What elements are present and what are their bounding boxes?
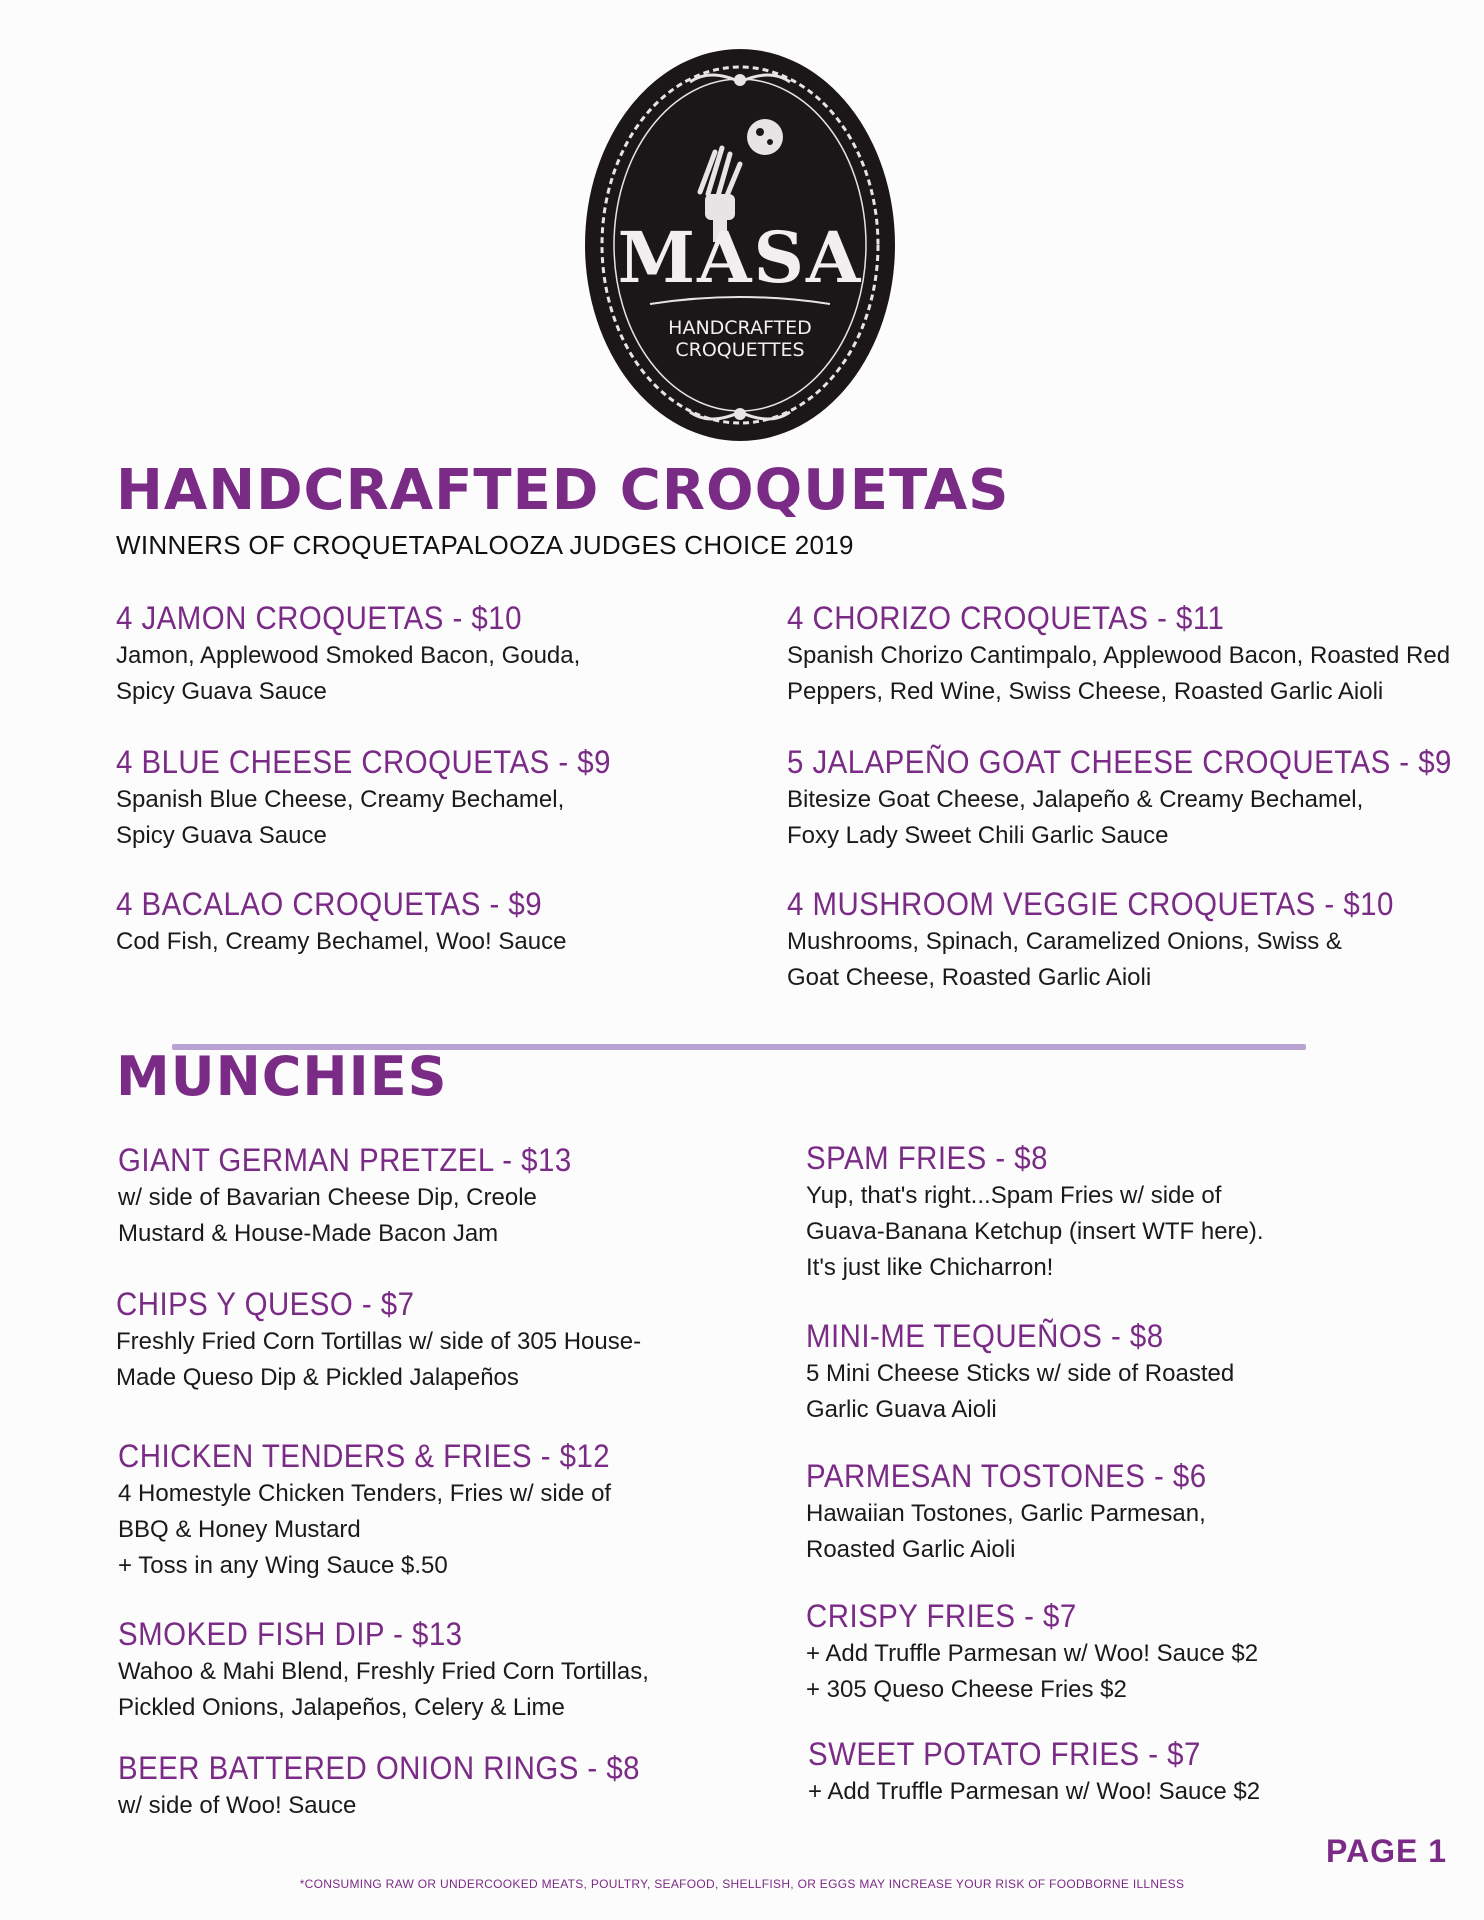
item-desc: Garlic Guava Aioli: [806, 1396, 997, 1423]
item-desc: Goat Cheese, Roasted Garlic Aioli: [787, 964, 1152, 991]
item-name: CRISPY FRIES - $7: [806, 1598, 1077, 1634]
item-desc: BBQ & Honey Mustard: [118, 1516, 361, 1543]
item-desc: Guava-Banana Ketchup (insert WTF here).: [806, 1218, 1264, 1245]
item-name: SMOKED FISH DIP - $13: [118, 1616, 463, 1652]
menu-item-tequenos: [806, 1316, 1234, 1428]
item-desc: 4 Homestyle Chicken Tenders, Fries w/ side of: [118, 1480, 612, 1507]
logo-wordmark: MASA: [617, 216, 863, 299]
item-desc: Jamon, Applewood Smoked Bacon, Gouda,: [116, 642, 581, 669]
menu-item-sweet-potato-fries: [808, 1734, 1260, 1810]
item-name: MINI-ME TEQUEÑOS - $8: [806, 1318, 1164, 1354]
item-desc: Spanish Blue Cheese, Creamy Bechamel,: [116, 786, 565, 813]
croquetas-title: HANDCRAFTED CROQUETAS: [116, 458, 1010, 523]
item-desc: 5 Mini Cheese Sticks w/ side of Roasted: [806, 1360, 1235, 1387]
croquetas-subtitle: WINNERS OF CROQUETAPALOOZA JUDGES CHOICE 2019: [116, 530, 854, 560]
logo-tagline-1: HANDCRAFTED: [668, 317, 812, 339]
item-desc: + 305 Queso Cheese Fries $2: [806, 1676, 1127, 1703]
item-desc: Yup, that's right...Spam Fries w/ side of: [806, 1182, 1222, 1209]
item-desc: Mustard & House-Made Bacon Jam: [118, 1220, 499, 1247]
menu-item-jamon: [116, 598, 580, 710]
item-name: 4 JAMON CROQUETAS - $10: [116, 600, 522, 636]
item-desc: Peppers, Red Wine, Swiss Cheese, Roasted Garlic Aioli: [787, 678, 1384, 705]
item-desc: Pickled Onions, Jalapeños, Celery & Lime: [118, 1694, 565, 1721]
item-name: BEER BATTERED ONION RINGS - $8: [118, 1750, 640, 1786]
munchies-title: MUNCHIES: [116, 1045, 448, 1108]
item-desc: + Add Truffle Parmesan w/ Woo! Sauce $2: [806, 1640, 1259, 1667]
item-desc: Hawaiian Tostones, Garlic Parmesan,: [806, 1500, 1206, 1527]
item-desc: + Toss in any Wing Sauce $.50: [118, 1552, 448, 1579]
item-desc: w/ side of Bavarian Cheese Dip, Creole: [118, 1184, 537, 1211]
item-desc: + Add Truffle Parmesan w/ Woo! Sauce $2: [808, 1778, 1261, 1805]
item-name: CHIPS Y QUESO - $7: [116, 1286, 415, 1322]
item-name: SWEET POTATO FRIES - $7: [808, 1736, 1201, 1772]
item-desc: Spicy Guava Sauce: [116, 678, 327, 705]
menu-item-smoked-fish-dip: [118, 1614, 649, 1726]
item-name: 4 CHORIZO CROQUETAS - $11: [787, 600, 1225, 636]
item-desc: It's just like Chicharron!: [806, 1254, 1054, 1281]
item-desc: Spicy Guava Sauce: [116, 822, 327, 849]
menu-item-chicken-tenders: [118, 1436, 653, 1584]
menu-item-parmesan-tostones: [806, 1456, 1241, 1568]
item-name: CHICKEN TENDERS & FRIES - $12: [118, 1438, 611, 1474]
menu-item-mushroom-veggie: [787, 884, 1447, 996]
menu-item-chorizo: [787, 598, 1450, 710]
item-desc: Wahoo & Mahi Blend, Freshly Fried Corn Tortillas,: [118, 1658, 649, 1685]
item-name: 5 JALAPEÑO GOAT CHEESE CROQUETAS - $9: [787, 744, 1452, 780]
item-name: 4 MUSHROOM VEGGIE CROQUETAS - $10: [787, 886, 1394, 922]
item-name: PARMESAN TOSTONES - $6: [806, 1458, 1207, 1494]
masa-logo: [580, 42, 900, 442]
item-name: SPAM FRIES - $8: [806, 1140, 1048, 1176]
food-safety-disclaimer: *CONSUMING RAW OR UNDERCOOKED MEATS, POULTRY, SEAFOOD, SHELLFISH, OR EGGS MAY INCREASE YOUR RISK OF FOODBORNE ILLNESS: [299, 1877, 1185, 1891]
item-desc: Made Queso Dip & Pickled Jalapeños: [116, 1364, 519, 1391]
menu-item-onion-rings: [118, 1748, 685, 1824]
item-name: 4 BACALAO CROQUETAS - $9: [116, 886, 543, 922]
logo-tagline-2: CROQUETTES: [675, 339, 805, 361]
item-desc: Freshly Fried Corn Tortillas w/ side of 305 House-: [116, 1328, 642, 1355]
item-name: 4 BLUE CHEESE CROQUETAS - $9: [116, 744, 611, 780]
menu-item-crispy-fries: [806, 1596, 1258, 1708]
page-number: PAGE 1: [1326, 1833, 1447, 1869]
item-desc: Cod Fish, Creamy Bechamel, Woo! Sauce: [116, 928, 567, 955]
item-desc: Bitesize Goat Cheese, Jalapeño & Creamy Bechamel,: [787, 786, 1364, 813]
menu-item-chips-queso: [116, 1284, 641, 1396]
item-desc: w/ side of Woo! Sauce: [118, 1792, 357, 1819]
menu-item-spam-fries: [806, 1138, 1264, 1286]
menu-item-jalapeno-goat-cheese: [787, 742, 1484, 854]
item-desc: Foxy Lady Sweet Chili Garlic Sauce: [787, 822, 1169, 849]
item-desc: Roasted Garlic Aioli: [806, 1536, 1016, 1563]
item-desc: Mushrooms, Spinach, Caramelized Onions, Swiss &: [787, 928, 1342, 955]
item-desc: Spanish Chorizo Cantimpalo, Applewood Bacon, Roasted Red: [787, 642, 1451, 669]
item-name: GIANT GERMAN PRETZEL - $13: [118, 1142, 572, 1178]
menu-item-pretzel: [118, 1140, 611, 1252]
menu-item-bacalao: [116, 884, 579, 960]
menu-item-blue-cheese: [116, 742, 654, 854]
